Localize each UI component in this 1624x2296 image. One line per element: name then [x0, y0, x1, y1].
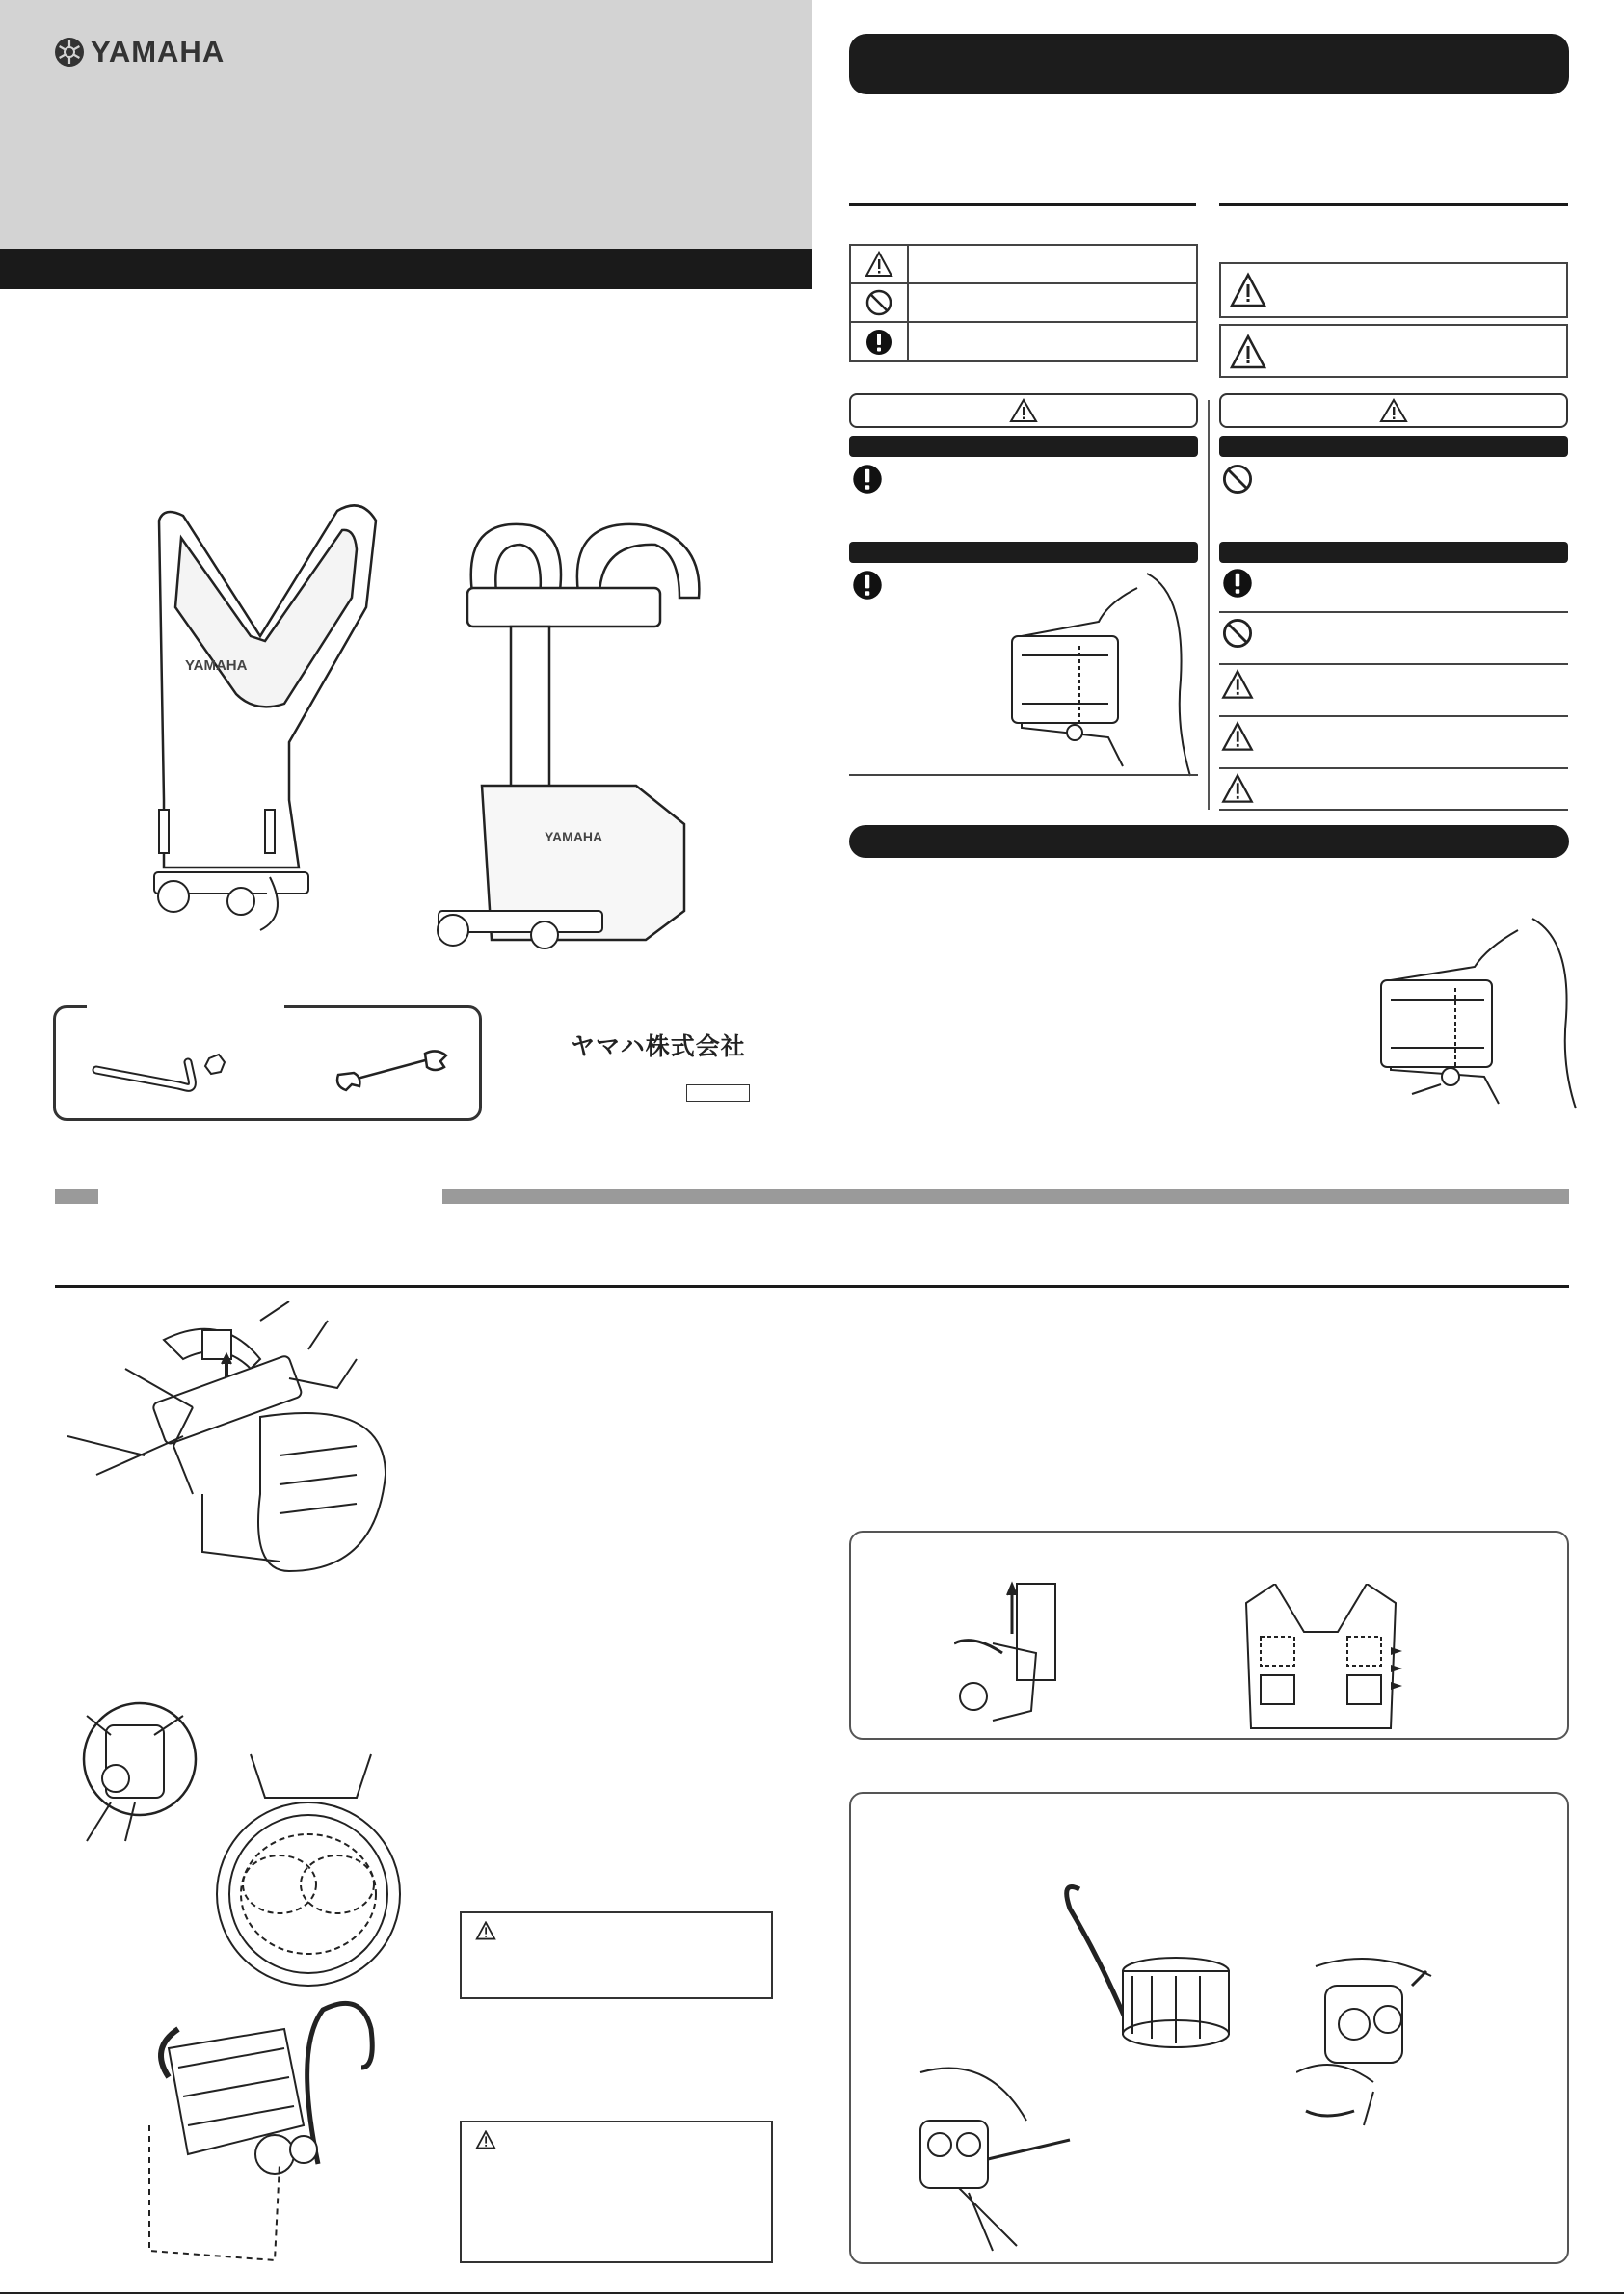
symbol-legend — [849, 244, 1198, 362]
warning-triangle-icon — [1221, 773, 1254, 804]
bracket-assembly-illustration — [67, 1301, 414, 1706]
brand-name: YAMAHA — [91, 35, 226, 68]
prohibited-circle-icon — [1221, 463, 1254, 495]
wearing-illustration-large — [1373, 911, 1585, 1113]
caution-box-2 — [460, 2121, 773, 2263]
mandatory-exclamation-icon — [851, 463, 884, 495]
warning-triangle-icon — [1009, 398, 1038, 423]
clamp-detail-illustration — [901, 2053, 1075, 2260]
mandatory-exclamation-icon — [865, 328, 893, 357]
drum-top-illustration — [193, 1749, 429, 1990]
code-box — [686, 1084, 750, 1102]
height-adjust-illustration — [954, 1576, 1070, 1735]
company-name: ヤマハ株式会社 — [571, 1032, 746, 1060]
drum-on-hook-illustration — [1051, 1880, 1234, 2053]
warning-header-left — [849, 393, 1198, 428]
prohibited-circle-icon — [865, 288, 893, 317]
single-harness-illustration — [145, 492, 395, 954]
warning-triangle-icon — [1379, 398, 1408, 423]
section-divider — [55, 1285, 1569, 1288]
hazard-level-caution — [1219, 324, 1568, 378]
back-plate-holes-illustration — [1237, 1584, 1405, 1738]
t-bar-harness-illustration — [424, 506, 713, 959]
mandatory-exclamation-icon — [851, 569, 884, 601]
legend-row-prohibited — [851, 284, 1196, 323]
section-title-bar — [849, 825, 1569, 858]
spanner-icon — [333, 1046, 453, 1094]
legend-row-warning — [851, 246, 1196, 284]
warning-triangle-icon — [475, 2130, 496, 2149]
title-bar — [0, 249, 812, 289]
section-gray-bar — [442, 1189, 1569, 1204]
prohibited-circle-icon — [1221, 617, 1254, 650]
caution-subheader-1 — [1219, 436, 1568, 457]
wearing-illustration-small — [1002, 564, 1195, 781]
warning-triangle-icon — [475, 1921, 496, 1940]
section-marker — [55, 1189, 98, 1204]
hazard-level-warning — [1219, 262, 1568, 318]
caution-subheader-2 — [1219, 542, 1568, 563]
yamaha-logo — [54, 35, 225, 69]
mandatory-exclamation-icon — [1221, 567, 1254, 600]
harness-logo-text: YAMAHA — [185, 657, 248, 674]
warning-header-right — [1219, 393, 1568, 428]
warning-triangle-icon — [1221, 669, 1254, 700]
detail-circle-illustration — [67, 1696, 212, 1851]
drum-mount-rotation-illustration — [140, 1990, 381, 2265]
warning-triangle-icon — [1229, 272, 1267, 308]
hex-key-icon — [92, 1051, 226, 1094]
warning-triangle-icon — [865, 251, 893, 278]
yamaha-tuning-fork-emblem-icon — [54, 37, 85, 67]
warning-triangle-icon — [1229, 334, 1267, 370]
safety-title-bar — [849, 34, 1569, 94]
warning-subheader-2 — [849, 542, 1198, 563]
warning-subheader-1 — [849, 436, 1198, 457]
harness-logo-text: YAMAHA — [545, 829, 603, 844]
legend-row-mandatory — [851, 323, 1196, 361]
warning-triangle-icon — [1221, 721, 1254, 752]
caution-box-1 — [460, 1911, 773, 1999]
lever-release-illustration — [1296, 1947, 1446, 2135]
